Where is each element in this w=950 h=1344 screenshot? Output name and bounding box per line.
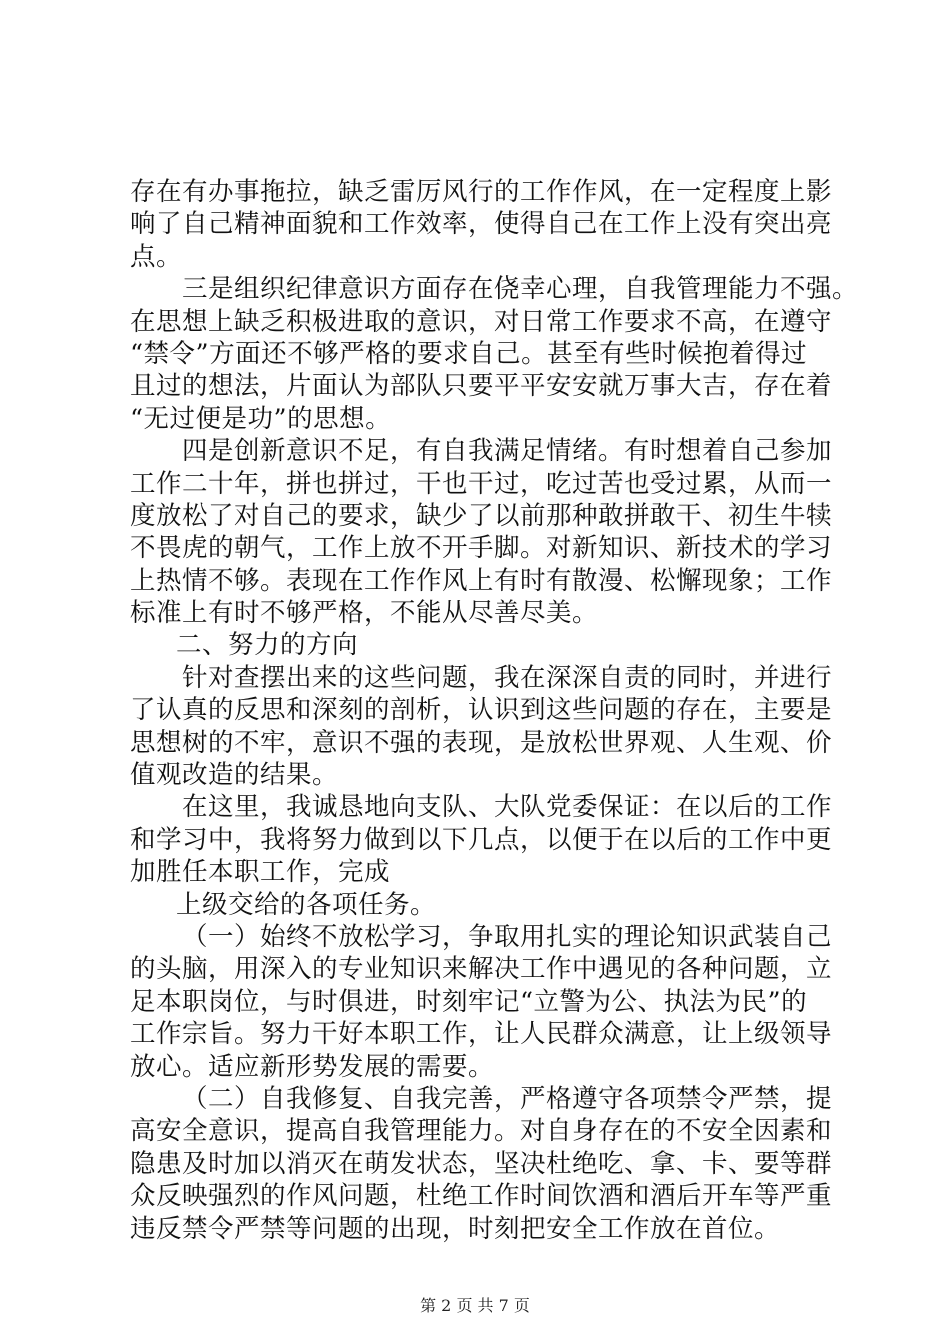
text-line: 标准上有时不够严格，不能从尽善尽美。: [130, 598, 599, 629]
text-line: 上热情不够。表现在工作作风上有时有散漫、松懈现象；工作: [130, 565, 833, 596]
paragraph-start-line: 在这里，我诚恳地向支队、大队党委保证：在以后的工作: [182, 792, 833, 823]
text-line: 众反映强烈的作风问题，杜绝工作时间饮酒和酒后开车等严重: [130, 1181, 833, 1212]
text-line: 响了自己精神面貌和工作效率，使得自己在工作上没有突出亮: [130, 209, 833, 240]
text-line: 工作二十年，拼也拼过，干也干过，吃过苦也受过累，从而一: [130, 468, 833, 499]
paragraph-start-line: （一）始终不放松学习，争取用扎实的理论知识武装自己: [182, 921, 833, 952]
paragraph-start-line: （二）自我修复、自我完善，严格遵守各项禁令严禁，提: [182, 1083, 833, 1114]
page-number-footer: 第 2 页 共 7 页: [420, 1296, 530, 1315]
text-line: 足本职岗位，与时俱进，时刻牢记“立警为公、执法为民”的: [130, 986, 808, 1017]
text-line: “无过便是功”的思想。: [130, 403, 392, 434]
paragraph-start-line: 三是组织纪律意识方面存在侥幸心理，自我管理能力不强。: [182, 274, 859, 305]
text-line: 值观改造的结果。: [130, 760, 339, 791]
text-line: 加胜任本职工作，完成: [130, 857, 391, 888]
text-line: 了认真的反思和深刻的剖析，认识到这些问题的存在，主要是: [130, 695, 833, 726]
text-line: 工作宗旨。努力干好本职工作，让人民群众满意，让上级领导: [130, 1019, 833, 1050]
text-line: “禁令”方面还不够严格的要求自己。甚至有些时候抱着得过: [130, 338, 808, 369]
text-line: 的头脑，用深入的专业知识来解决工作中遇见的各种问题，立: [130, 954, 833, 985]
section-heading: 二、努力的方向: [176, 630, 359, 661]
text-line: 和学习中，我将努力做到以下几点，以便于在以后的工作中更: [130, 824, 833, 855]
text-line: 隐患及时加以消灭在萌发状态，坚决杜绝吃、拿、卡、要等群: [130, 1148, 833, 1179]
text-line: 且过的想法，片面认为部队只要平平安安就万事大吉，存在着: [130, 371, 833, 402]
text-line: 点。: [130, 241, 183, 272]
text-line: 思想树的不牢，意识不强的表现，是放松世界观、人生观、价: [130, 727, 833, 758]
text-line: 不畏虎的朝气，工作上放不开手脚。对新知识、新技术的学习: [130, 533, 833, 564]
document-body: [130, 176, 859, 1245]
paragraph-start-line: 四是创新意识不足，有自我满足情绪。有时想着自己参加: [182, 436, 833, 467]
paragraph-start-line: 上级交给的各项任务。: [176, 889, 437, 920]
text-line: 存在有办事拖拉，缺乏雷厉风行的工作作风，在一定程度上影: [130, 177, 833, 207]
text-line: 度放松了对自己的要求，缺少了以前那种敢拼敢干、初生牛犊: [130, 500, 833, 531]
paragraph-start-line: 针对查摆出来的这些问题，我在深深自责的同时，并进行: [182, 662, 833, 693]
text-line: 放心。适应新形势发展的需要。: [130, 1051, 495, 1082]
text-line: 违反禁令严禁等问题的出现，时刻把安全工作放在首位。: [130, 1213, 781, 1244]
text-line: 在思想上缺乏积极进取的意识，对日常工作要求不高，在遵守: [130, 306, 833, 337]
text-line: 高安全意识，提高自我管理能力。对自身存在的不安全因素和: [130, 1116, 833, 1147]
